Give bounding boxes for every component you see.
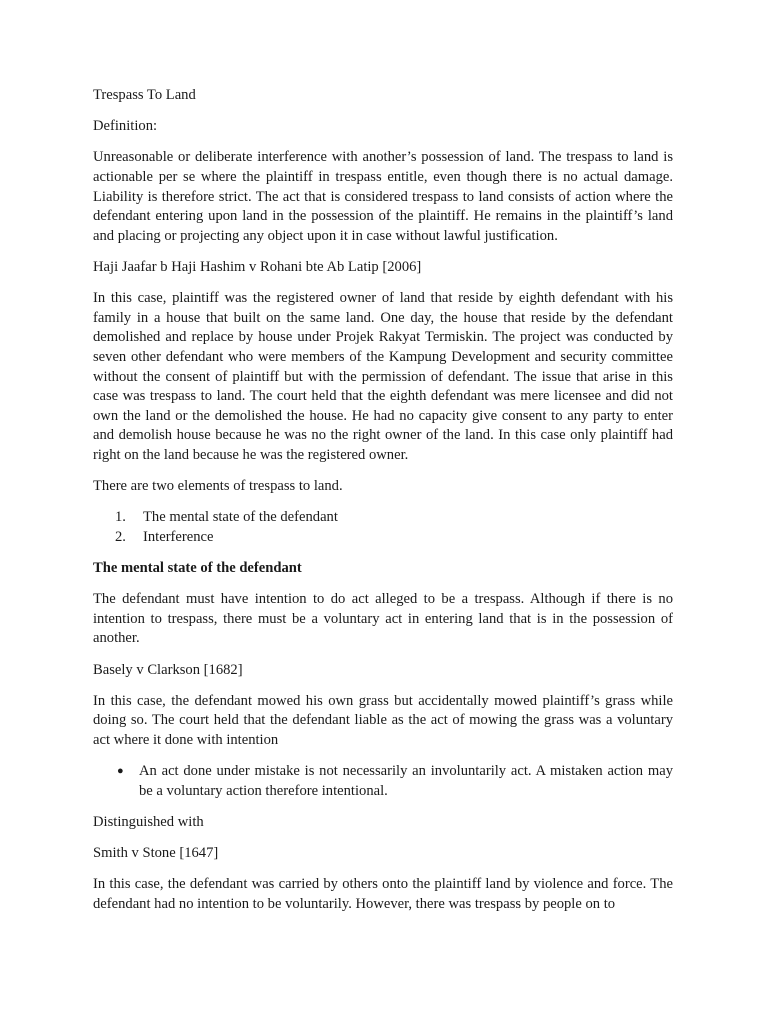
elements-list (93, 508, 673, 547)
case-title-basely: Basely v Clarkson [1682] (93, 661, 243, 678)
definition-label: Definition: (93, 118, 158, 135)
distinguished-label: Distinguished with (93, 813, 204, 830)
list-item (93, 762, 673, 801)
section-heading-mental-state: The mental state of the defendant (93, 560, 302, 577)
case-title-haji-jaafar: Haji Jaafar b Haji Hashim v Rohani bte Ab Latip [2006] (93, 258, 422, 275)
list-item (93, 508, 673, 528)
list-item-text: The mental state of the defendant (143, 509, 338, 526)
mental-state-paragraph: The defendant must have intention to do act alleged to be a trespass. Although if there is no intention to trespass, there must be a voluntary act in entering land that is in the possession of another. (93, 591, 673, 647)
case-title-smith: Smith v Stone [1647] (93, 845, 219, 862)
elements-intro: There are two elements of trespass to land. (93, 478, 343, 495)
list-item (93, 528, 673, 548)
bullet-icon: ● (117, 765, 124, 778)
list-marker: 1. (115, 509, 126, 526)
document-title: Trespass To Land (93, 87, 196, 103)
case-paragraph-smith: In this case, the defendant was carried by others onto the plaintiff land by violence and force. The defendant had no intention to be voluntarily. However, there was trespass by people on to (93, 876, 673, 912)
list-item-text: Interference (143, 528, 214, 545)
document-page (93, 86, 673, 926)
case-paragraph-basely: In this case, the defendant mowed his own grass but accidentally mowed plaintiff’s grass while doing so. The court held that the defendant liable as the act of mowing the grass was a voluntary act where it done with intention (93, 692, 673, 748)
list-marker: 2. (115, 528, 126, 545)
list-item-text: An act done under mistake is not necessarily an involuntarily act. A mistaken action may be a voluntary action therefore intentional. (139, 763, 673, 799)
bullet-list (93, 762, 673, 801)
definition-paragraph: Unreasonable or deliberate interference with another’s possession of land. The trespass to land is actionable per se where the plaintiff in trespass entitle, even though there is no actual damage. Liability is therefore strict. The act that is considered trespass to land consists of action where the defendant entering upon land in the possession of the plaintiff. He remains in the plaintiff’s land and placing or projecting any object upon it in case without lawful justification. (93, 149, 673, 244)
case-paragraph-haji-jaafar: In this case, plaintiff was the registered owner of land that reside by eighth defendant with his family in a house that built on the same land. One day, the house that reside by the defendant demolished and replace by house under Projek Rakyat Termiskin. The project was conducted by seven other defendant who were members of the Kampung Development and security committee without the consent of plaintiff but with the permission of defendant. The issue that arise in this case was trespass to land. The court held that the eighth defendant was mere licensee and did not own the land or the demolished the house. He had no capacity give consent to any party to enter and demolish house because he was no the right owner of the land. In this case only plaintiff had right on the land because he was the registered owner. (93, 290, 673, 463)
